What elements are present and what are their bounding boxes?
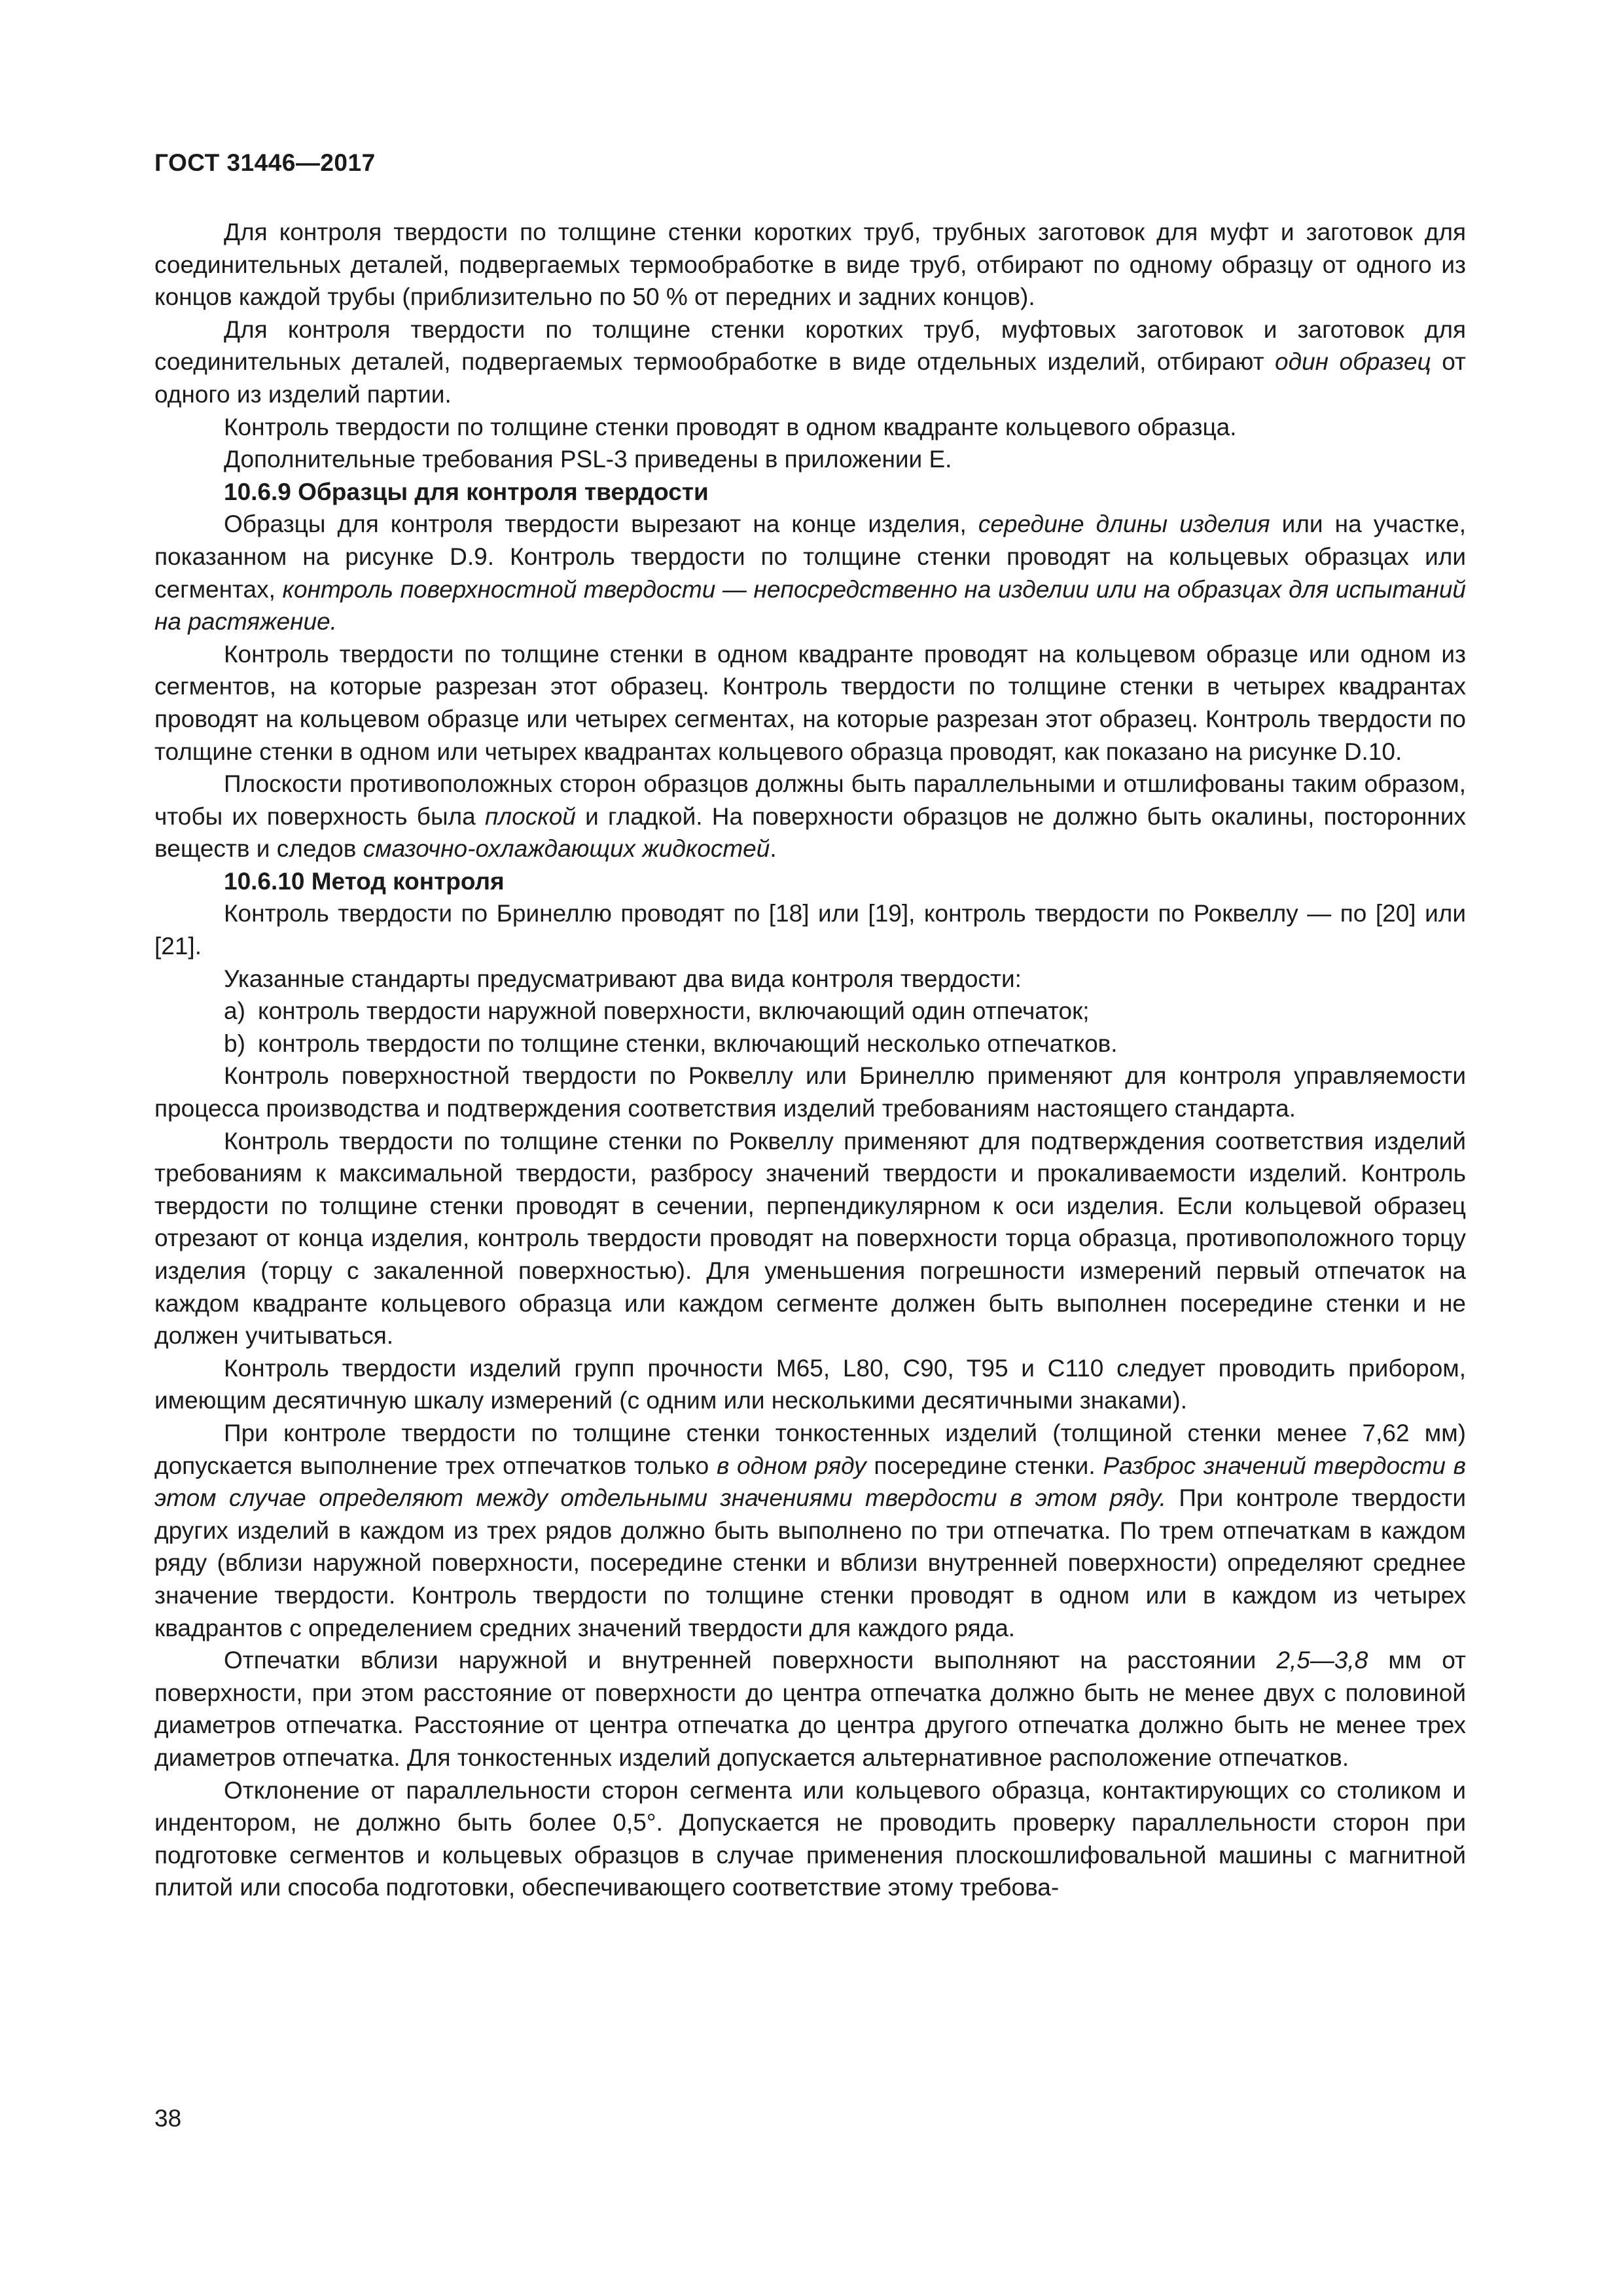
body-paragraph xyxy=(154,508,1466,637)
text-run: 10.6.10 Метод контроля xyxy=(224,867,505,895)
text-run: или на участке, показанном на рисунке D.9. Контроль твердости по толщине стенки проводят на кольцевых образцах или сегментах, xyxy=(154,511,1467,603)
text-run: контроль твердости наружной поверхности, включающий один отпечаток; xyxy=(258,997,1090,1025)
italic-text: один образец xyxy=(1275,348,1431,376)
italic-text: в одном ряду xyxy=(716,1452,866,1479)
text-run: Образцы для контроля твердости вырезают на конце изделия, xyxy=(224,511,978,538)
italic-text: 2,5—3,8 xyxy=(1276,1647,1368,1674)
text-run: Отпечатки вблизи наружной и внутренней поверхности выполняют на расстоянии xyxy=(224,1647,1277,1674)
text-run: Дополнительные требования PSL-3 приведены в приложении E. xyxy=(224,446,952,473)
body-paragraph xyxy=(154,314,1466,411)
body-paragraph xyxy=(154,411,1466,444)
italic-text: смазочно-охлаждающих жидкостей xyxy=(363,835,770,863)
text-run: Для контроля твердости по толщине стенки коротких труб, трубных заготовок для муфт и заготовок для соединительных деталей, подвергаемых термообработке в виде труб, отбирают по одному образцу от одного из концов каждой трубы (приблизительно по 50 % от передних и задних концов). xyxy=(154,219,1466,311)
text-run: Контроль поверхностной твердости по Роквеллу или Бринеллю применяют для контроля управляемости процесса производства и подтверждения соответствия изделий требованиям настоящего стандарта. xyxy=(154,1062,1466,1122)
text-run: Контроль твердости по толщине стенки по Роквеллу применяют для подтверждения соответствия изделий требованиям к максимальной твердости, разбросу значений твердости и прокаливаемости изделий. Контроль твердости по толщине стенки проводят в сечении, перпендикулярном к оси изделия. Если кольцевой образец отрезают от конца изделия, контроль твердости проводят на поверхности торца образца, противоположного торцу изделия (торцу с закаленной поверхностью). Для уменьшения погрешности измерений первый отпечаток на каждом квадранте кольцевого образца или каждом сегменте должен быть выполнен посередине стенки и не должен учитываться. xyxy=(154,1127,1466,1350)
text-run: и гладкой. На поверхности образцов не должно быть окалины, посторонних веществ и следов xyxy=(154,802,1466,863)
body-paragraph xyxy=(154,1060,1466,1124)
text-run: Контроль твердости по толщине стенки проводят в одном квадранте кольцевого образца. xyxy=(224,413,1237,440)
body-paragraph xyxy=(154,897,1466,962)
body-paragraph xyxy=(154,768,1466,865)
italic-text: контроль поверхностной твердости — непосредственно на изделии или на образцах для испытаний на растяжение. xyxy=(154,575,1466,636)
body-paragraph xyxy=(154,1644,1466,1774)
list-item xyxy=(154,995,1466,1028)
body-paragraph xyxy=(154,443,1466,476)
list-marker: b) xyxy=(224,1030,245,1057)
italic-text: середине длины изделия xyxy=(978,511,1270,538)
text-run: Контроль твердости изделий групп прочности M65, L80, C90, T95 и C110 следует проводить прибором, имеющим десятичную шкалу измерений (с одним или несколькими десятичными знаками). xyxy=(154,1354,1466,1414)
text-run: Для контроля твердости по толщине стенки коротких труб, муфтовых заготовок и заготовок для соединительных деталей, подвергаемых термообработке в виде отдельных изделий, отбирают xyxy=(154,315,1466,376)
italic-text: Разброс значений твердости в этом случае определяют между отдельными значениями твердости в этом ряду. xyxy=(154,1452,1466,1512)
section-heading xyxy=(154,865,1466,898)
document-body xyxy=(154,216,1466,1904)
text-run: Контроль твердости по Бринеллю проводят по [18] или [19], контроль твердости по Роквеллу — по [20] или [21]. xyxy=(154,900,1466,960)
body-paragraph xyxy=(154,1125,1466,1352)
text-run: При контроле твердости других изделий в каждом из трех рядов должно быть выполнено по три отпечатка. По трем отпечаткам в каждом ряду (вблизи наружной поверхности, посередине стенки и вблизи внутренней поверхности) определяют среднее значение твердости. Контроль твердости по толщине стенки проводят в одном или в каждом из четырех квадрантов с определением средних значений твердости для каждого ряда. xyxy=(154,1484,1466,1641)
text-run: При контроле твердости по толщине стенки тонкостенных изделий (толщиной стенки менее 7,62 мм) допускается выполнение трех отпечатков только xyxy=(154,1419,1466,1479)
body-paragraph xyxy=(154,1774,1466,1904)
italic-text: плоской xyxy=(484,802,576,830)
list-item xyxy=(154,1028,1466,1060)
text-run: Указанные стандарты предусматривают два вида контроля твердости: xyxy=(224,965,1022,992)
text-run: . xyxy=(770,835,777,863)
body-paragraph xyxy=(154,1417,1466,1644)
text-run: Контроль твердости по толщине стенки в одном квадранте проводят на кольцевом образце или одном из сегментов, на которые разрезан этот образец. Контроль твердости по толщине стенки в четырех квадрантах проводят на кольцевом образце или четырех сегментах, на которые разрезан этот образец. Контроль твердости по толщине стенки в одном или четырех квадрантах кольцевого образца проводят, как показано на рисунке D.10. xyxy=(154,640,1466,765)
list-marker: a) xyxy=(224,997,245,1025)
text-run: 10.6.9 Образцы для контроля твердости xyxy=(224,478,709,505)
section-heading xyxy=(154,476,1466,509)
page-number: 38 xyxy=(154,2105,182,2132)
body-paragraph xyxy=(154,638,1466,768)
text-run: посередине стенки. xyxy=(866,1452,1103,1479)
text-run: мм от поверхности, при этом расстояние от поверхности до центра отпечатка должно быть не менее двух с половиной диаметров отпечатка. Расстояние от центра отпечатка до центра другого отпечатка должно быть не менее трех диаметров отпечатка. Для тонкостенных изделий допускается альтернативное расположение отпечатков. xyxy=(154,1647,1466,1771)
body-paragraph xyxy=(154,963,1466,996)
text-run: контроль твердости по толщине стенки, включающий несколько отпечатков. xyxy=(258,1030,1118,1057)
text-run: от одного из изделий партии. xyxy=(154,348,1467,408)
body-paragraph xyxy=(154,216,1466,314)
body-paragraph xyxy=(154,1352,1466,1417)
page-header: ГОСТ 31446—2017 xyxy=(154,149,376,176)
text-run: Плоскости противоположных сторон образцов должны быть параллельными и отшлифованы таким образом, чтобы их поверхность была xyxy=(154,770,1466,830)
text-run: Отклонение от параллельности сторон сегмента или кольцевого образца, контактирующих со столиком и индентором, не должно быть более 0,5°. Допускается не проводить проверку параллельности сторон при подготовке сегментов и кольцевых образцов в случае применения плоскошлифовальной машины с магнитной плитой или способа подготовки, обеспечивающего соответствие этому требова- xyxy=(154,1776,1466,1901)
